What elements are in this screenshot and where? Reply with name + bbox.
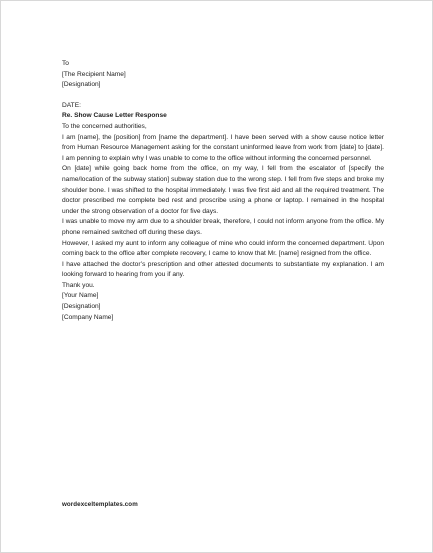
footer-brand: wordexceltemplates.com	[62, 501, 138, 508]
to-label: To	[62, 60, 69, 67]
letter-body	[62, 59, 384, 323]
body-paragraph: I am [name], the [position] from [name the department]. I have been served with a show cause notice letter from Human Resource Management asking for the constant uninformed leave from work from [date] to [date]. I am penning to explain why I was unable to come to the office without informing the concerned personnel.	[62, 133, 384, 162]
signature-name: [Your Name]	[62, 292, 99, 300]
body-paragraph: I have attached the doctor’s prescription and other attested documents to substantiate my explanation. I am looking forward to hearing from you if any.	[62, 260, 384, 279]
date-label: DATE:	[62, 101, 81, 109]
body-paragraph: On [date] while going back home from the office, on my way, I fell from the escalator of [specify the name/location of the subway station] subway station due to the wrong step. I fell from five steps and broke my shoulder bone. I was shifted to the hospital immediately. I was five first aid and all the required treatment. The doctor prescribed me complete bed rest and proscribe using a phone or laptop. I remained in the hospital under the strong observation of a doctor for five days.	[62, 165, 384, 215]
letter-subject: Re. Show Cause Letter Response	[62, 112, 167, 120]
closing: Thank you.	[62, 281, 95, 289]
signature-block	[62, 291, 384, 323]
recipient-block	[62, 70, 384, 91]
recipient-name: [The Recipient Name]	[62, 70, 126, 78]
signature-company: [Company Name]	[62, 313, 114, 321]
recipient-designation: [Designation]	[62, 81, 101, 89]
body-paragraph: However, I asked my aunt to inform any colleague of mine who could inform the concerned department. Upon coming back to the office after complete recovery, I came to know that Mr. [name] resigned from the office.	[62, 239, 384, 258]
salutation: To the concerned authorities,	[62, 122, 147, 130]
signature-designation: [Designation]	[62, 303, 101, 311]
body-paragraph: I was unable to move my arm due to a shoulder break, therefore, I could not inform anyone from the office. My phone remained switched off during these days.	[62, 218, 384, 236]
